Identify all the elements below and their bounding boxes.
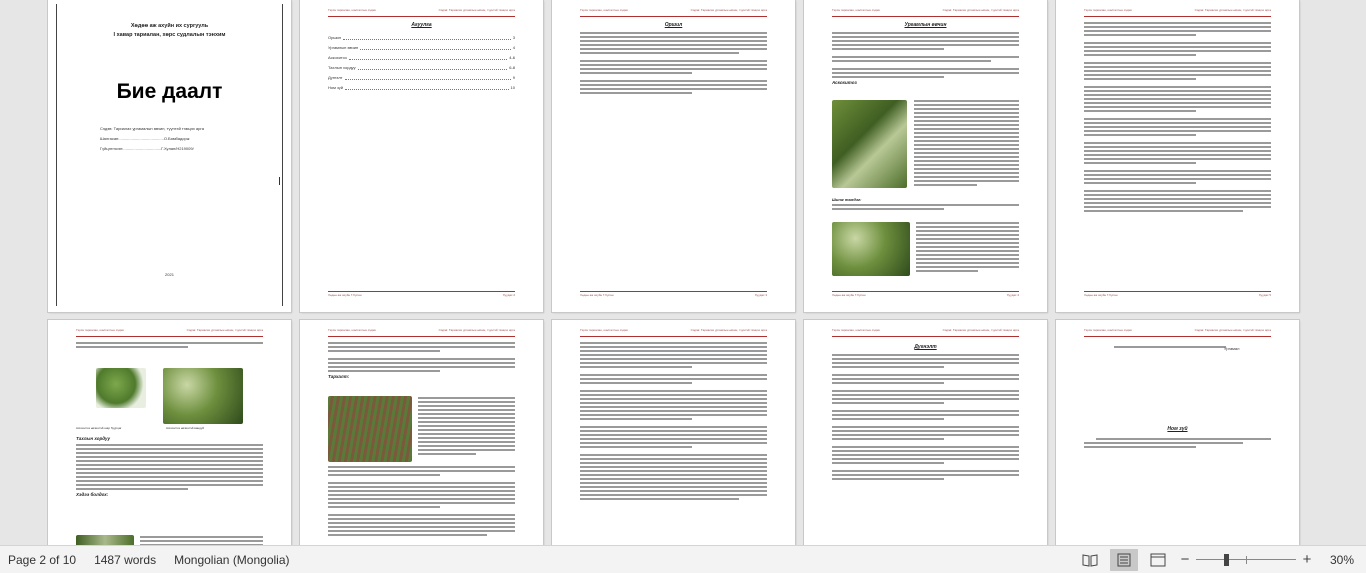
page-toc[interactable] — [300, 0, 543, 312]
cover-info: Сэдэв: Тариалах ургамалын өвчин, түүнтэй тэмцэх арга Шалгасан:........................................О.Бямбадорж Гүйцэтгэсэн:..................................Г.Хулан/H219009/ — [100, 126, 204, 151]
page-footer: Хөдөө аж ахуйн Г.Хулан Хуудас 5 — [1084, 293, 1271, 297]
cover-organization: Хөдөө аж ахуйн их сургууль І хавар тариалан, хөрс судлалын тэнхим — [113, 23, 226, 38]
read-mode-button[interactable] — [1076, 549, 1104, 571]
page-eight[interactable] — [552, 320, 795, 545]
page-six[interactable] — [48, 320, 291, 545]
cover-border — [56, 4, 283, 306]
page-header: Гэрээ тариалан, шалгалтын сэдэв Сэдэв: Тариалах ургамлын өвчин, түүнтэй тэмцэх арга — [1084, 330, 1271, 337]
page-header: Гэрээ тариалан, шалгалтын сэдэв Сэдэв: Тариалах ургамлын өвчин, түүнтэй тэмцэх арга — [328, 330, 515, 337]
language-indicator[interactable]: Mongolian (Mongolia) — [174, 552, 290, 567]
cover-title: Бие даалт — [116, 80, 223, 103]
section-title: Ургамлын өвчин — [904, 22, 947, 28]
page-cover[interactable] — [48, 0, 291, 312]
page-header: Гэрээ тариалан, шалгалтын сэдэв Сэдэв: Тариалах ургамлын өвчин, түүнтэй тэмцэх арга — [580, 10, 767, 17]
toc-row[interactable]: Тахлын хордуу 6-8 — [328, 64, 515, 70]
web-layout-icon — [1150, 553, 1166, 567]
page-seven-text — [328, 342, 515, 382]
references-title: Ном зүй — [1167, 426, 1188, 432]
page-header: Гэрээ тариалан, шалгалтын сэдэв Сэдэв: Тариалах ургамлын өвчин, түүнтэй тэмцэх арга — [580, 330, 767, 337]
page-references[interactable] — [1056, 320, 1299, 545]
page-six-text — [76, 342, 263, 350]
page-seven-side — [418, 397, 515, 457]
status-bar-right — [1076, 546, 1366, 573]
subsection-title: Тархалт: — [328, 374, 350, 379]
word-count[interactable]: 1487 words — [94, 552, 157, 567]
page-header: Гэрээ тариалан, шалгалтын сэдэв Сэдэв: Тариалах ургамлын өвчин, түүнтэй тэмцэх арга — [832, 10, 1019, 17]
subsection-title: Тахлын хордуу — [76, 436, 111, 441]
page-five-text — [1084, 22, 1271, 214]
print-layout-button[interactable] — [1110, 549, 1138, 571]
toc-row[interactable]: Аскохитоз 4-6 — [328, 54, 515, 60]
page-footer: Хөдөө аж ахуйн Г.Хулан Хуудас 2 — [328, 293, 515, 297]
page-footer: Хөдөө аж ахуйн Г.Хулан Хуудас 3 — [580, 293, 767, 297]
page-count[interactable]: Page 2 of 10 — [8, 552, 77, 567]
leaf-image-2 — [163, 368, 243, 424]
page-header: Гэрээ тариалан, шалгалтын сэдэв Сэдэв: Тариалах ургамлын өвчин, түүнтэй тэмцэх арга — [76, 330, 263, 337]
image-caption: Аскохитоз өвчинтэй вандуй — [166, 426, 205, 430]
table-of-contents — [328, 32, 515, 92]
subsection-title: Хэдээ болдох: — [76, 492, 109, 497]
references-top-text — [1084, 346, 1271, 350]
page-seven-body — [328, 466, 515, 538]
page-five[interactable] — [1056, 0, 1299, 312]
section-title: Дүгнэлт — [914, 344, 937, 350]
zoom-in-button[interactable]: + — [1302, 551, 1312, 568]
toc-row[interactable]: Ургамлын өвчин 4 — [328, 44, 515, 50]
page-six-side — [140, 536, 263, 545]
page-footer: Хөдөө аж ахуйн Г.Хулан Хуудас 4 — [832, 293, 1019, 297]
toc-row[interactable]: Оршил 3 — [328, 34, 515, 40]
disease-text-side — [914, 100, 1019, 188]
zoom-out-button[interactable]: − — [1180, 551, 1190, 568]
page-conclusion[interactable] — [804, 320, 1047, 545]
image-caption: Аскохитоз өвчинтэй шар буурцаг — [76, 426, 122, 430]
web-layout-button[interactable] — [1144, 549, 1172, 571]
intro-text — [580, 20, 767, 96]
print-layout-icon — [1116, 553, 1132, 567]
page-plant-disease[interactable] — [804, 0, 1047, 312]
page-seven[interactable] — [300, 320, 543, 545]
page-six-body — [76, 434, 263, 500]
pea-image — [832, 100, 907, 188]
read-mode-icon — [1082, 553, 1098, 567]
page-intro[interactable] — [552, 0, 795, 312]
text-cursor — [279, 177, 280, 185]
toc-row[interactable]: Ном зүй 10 — [328, 84, 515, 90]
conclusion-text — [832, 342, 1019, 482]
symptom-label: Шинж тэмдэг: — [832, 197, 862, 202]
field-image — [328, 396, 412, 462]
cover-year: 2021 — [165, 272, 174, 277]
leaf-image-1 — [96, 368, 146, 408]
status-bar — [0, 545, 1366, 573]
zoom-slider[interactable] — [1196, 553, 1296, 567]
zoom-slider-thumb[interactable] — [1224, 554, 1229, 566]
leaf-spots-image — [832, 222, 910, 276]
symptom-text — [832, 197, 1019, 212]
toc-row[interactable]: Дүгнэлт 9 — [328, 74, 515, 80]
intro-title: Оршил — [664, 22, 683, 28]
page-eight-text — [580, 342, 767, 502]
references-list — [1084, 438, 1271, 450]
zoom-level[interactable]: 30% — [1329, 552, 1354, 567]
symptom-text-side — [916, 222, 1019, 274]
page-header: Гэрээ тариалан, шалгалтын сэдэв Сэдэв: Тариалах ургамлын өвчин, түүнтэй тэмцэх арга — [832, 330, 1019, 337]
disease-text — [832, 20, 1019, 88]
page-header: Гэрээ тариалан, шалгалтын сэдэв Сэдэв: Тариалах ургамлын өвчин, түүнтэй тэмцэх арга — [1084, 10, 1271, 17]
page-header: Гэрээ тариалан, шалгалтын сэдэв Сэдэв: Тариалах ургамлын өвчин, түүнтэй тэмцэх арга — [328, 10, 515, 17]
page-ten-text: Ургамал — [1224, 346, 1240, 351]
small-image — [76, 535, 134, 545]
subsection-title: Аскохитоз — [832, 80, 857, 85]
toc-title: Агуулга — [411, 22, 432, 28]
